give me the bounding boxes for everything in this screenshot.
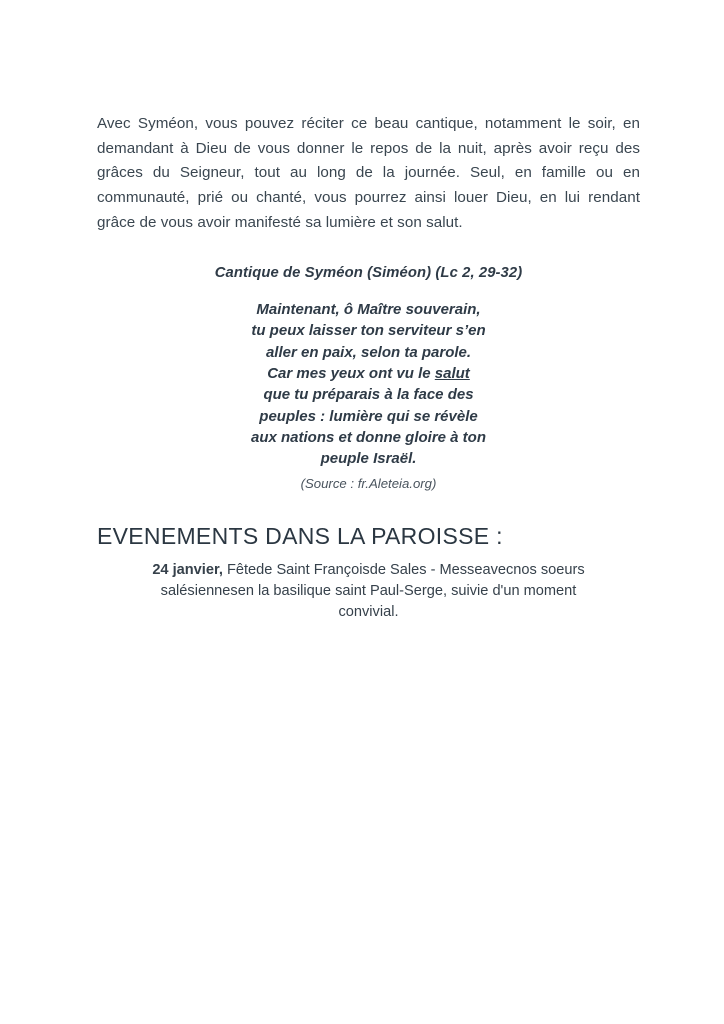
canticle-underlined-word: salut: [434, 365, 470, 383]
events-section-heading: EVENEMENTS DANS LA PAROISSE :: [97, 522, 503, 549]
intro-paragraph: Avec Syméon, vous pouvez réciter ce beau cantique, notamment le soir, en demandant à Dieu de vous donner le repos de la nuit, après avoir reçu des grâces du Seigneur, tout au long de la journée. Seul, en famille ou en communauté, prié ou chanté, vous pourrez ainsi louer Dieu, en lui rendant grâce de vous avoir manifesté sa lumière et son salut.: [97, 115, 640, 231]
event-date: 24 janvier,: [152, 561, 223, 578]
event-description: Fêtede Saint Françoisde Sales - Messeavecnos soeurs salésiennesen la basilique saint Paul-Serge, suivie d'un moment convivial.: [160, 561, 585, 620]
canticle-source: (Source : fr.Aleteia.org): [300, 475, 437, 491]
event-item: [97, 560, 640, 623]
canticle-body: [97, 299, 640, 469]
canticle-lines-after-underline: que tu préparais à la face des peuples : lumière qui se révèle aux nations et donne gloire à ton peuple Israël.: [250, 386, 487, 468]
canticle-lines-before-underline: Maintenant, ô Maître souverain, tu peux laisser ton serviteur s’en aller en paix, selon ta parole. Car mes yeux ont vu le: [251, 301, 486, 383]
canticle-title: Cantique de Syméon (Siméon) (Lc 2, 29-32): [214, 265, 523, 282]
